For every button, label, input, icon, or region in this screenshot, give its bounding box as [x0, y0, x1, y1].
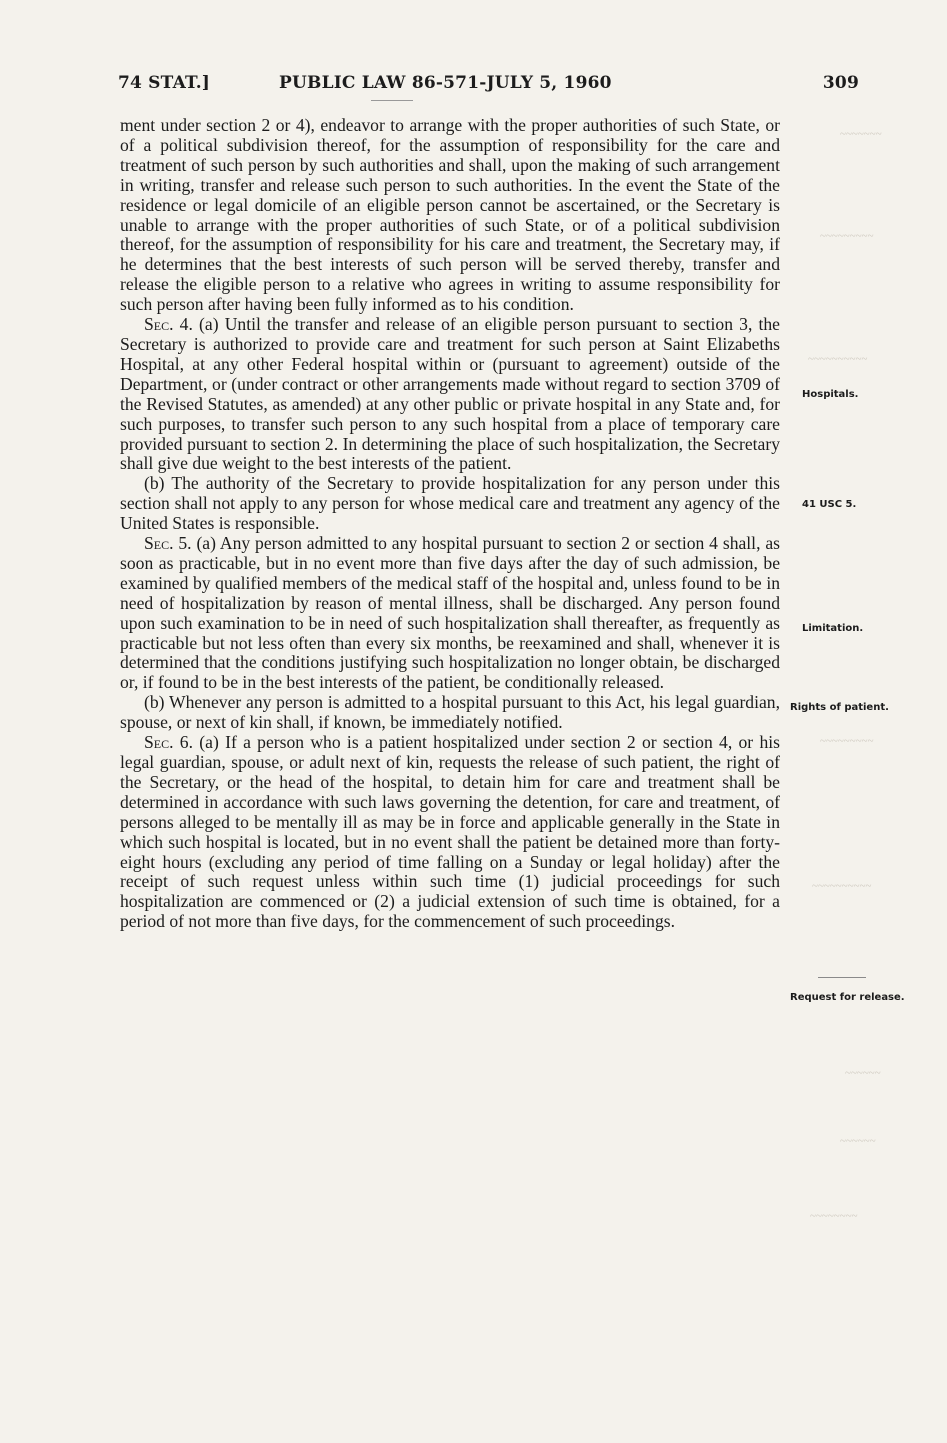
section-4a: [120, 315, 780, 474]
paragraph-continuation: ment under section 2 or 4), endeavor to arrange with the proper authorities of such State, or of a political subdivision thereof, for the assumption of responsibility for the care and treatment of such person by such authorities and shall, upon the making of such arrangement in writing, transfer and release such person to such authorities. In the event the State of the residence or legal domicile of an eligible person cannot be ascertained, or the Secretary is unable to arrange with the proper authorities of such State, or of a political subdivision thereof, for the assumption of responsibility for his care and treatment, the Secretary may, if he determines that the best interests of such person will be served thereby, transfer and release the eligible person to a relative who agrees in writing to assume responsibility for such person after having been fully informed as to his condition.: [120, 115, 780, 315]
bleed-through-mark: ~~~~~~~~~~: [808, 353, 868, 365]
section-label: Sec. 5.: [144, 533, 192, 554]
section-5b: (b) Whenever any person is admitted to a hospital pursuant to this Act, his legal guardian, spouse, or next of kin shall, if known, be immediately notified.: [120, 692, 780, 733]
section-4b: (b) The authority of the Secretary to provide hospitalization for any person under this section shall not apply to any person for whose medical care and treatment any agency of the United States is responsible.: [120, 473, 780, 534]
header-rule: [371, 100, 413, 101]
bleed-through-mark: ~~~~~~: [845, 1067, 881, 1079]
section-text: (a) If a person who is a patient hospitalized under section 2 or section 4, or his legal guardian, spouse, or adult next of kin, requests the release of such patient, the right of the Secretary, or the head of the hospital, to detain him for care and treatment shall be determined in accordance with such laws governing the detention, for care and treatment, of persons alleged to be mentally ill as may be in force and applicable generally in the State in which such hospital is located, but in no event shall the patient be detained more than forty-eight hours (excluding any period of time falling on a Sunday or legal holiday) after the receipt of such request unless within such time (1) judicial proceedings for such hospitalization are commenced or (2) a judicial extension of such time is obtained, for a period of not more than five days, for the commencement of such proceedings.: [120, 732, 780, 932]
section-label: Sec. 6.: [144, 732, 193, 753]
margin-note-rights: Rights of patient.: [790, 702, 889, 713]
bleed-through-mark: ~~~~~~~~~: [820, 735, 874, 747]
section-text: (a) Until the transfer and release of an eligible person pursuant to section 3, the Secretary is authorized to provide care and treatment for such person at Saint Elizabeths Hospital, at any other Federal hospital within or (pursuant to agreement) outside of the Department, or (under contract or other arrangements made without regard to section 3709 of the Revised Statutes, as amended) at any other public or private hospital in any State and, for such purposes, to transfer such person to any such hospital from a place of temporary care provided pursuant to section 2. In determining the place of such hospitalization, the Secretary shall give due weight to the best interests of the patient.: [120, 314, 780, 474]
margin-note-usc: 41 USC 5.: [802, 499, 857, 510]
section-label: Sec. 4.: [144, 314, 193, 335]
section-6a: [120, 733, 780, 932]
bleed-through-mark: ~~~~~~: [840, 1135, 876, 1147]
margin-note-hospitals: Hospitals.: [802, 389, 859, 400]
bleed-through-rule: [818, 977, 866, 978]
bleed-through-mark: ~~~~~~~: [840, 128, 882, 140]
bleed-through-mark: ~~~~~~~~~: [820, 230, 874, 242]
section-5a: [120, 534, 780, 693]
header-title: PUBLIC LAW 86-571-JULY 5, 1960: [279, 73, 612, 93]
margin-note-limitation: Limitation.: [802, 623, 864, 634]
bleed-through-mark: ~~~~~~~~~~: [812, 880, 872, 892]
margin-note-request: Request for release.: [790, 992, 905, 1003]
page-number: 309: [822, 73, 859, 93]
bleed-through-mark: ~~~~~~~~: [810, 1210, 858, 1222]
body-text: [120, 116, 780, 932]
section-text: (a) Any person admitted to any hospital pursuant to section 2 or section 4 shall, as soon as practicable, but in no event more than five days after the day of such admission, be examined by qualified members of the medical staff of the hospital and, unless found to be in need of hospitalization by reason of mental illness, shall be discharged. Any person found upon such examination to be in need of such hospitalization shall thereafter, as frequently as practicable but not less often than every six months, be reexamined and shall, whenever it is determined that the conditions justifying such hospitalization no longer obtain, be discharged or, if found to be in the best interests of the patient, be conditionally released.: [120, 533, 780, 693]
header-volume: 74 STAT.]: [118, 73, 211, 93]
